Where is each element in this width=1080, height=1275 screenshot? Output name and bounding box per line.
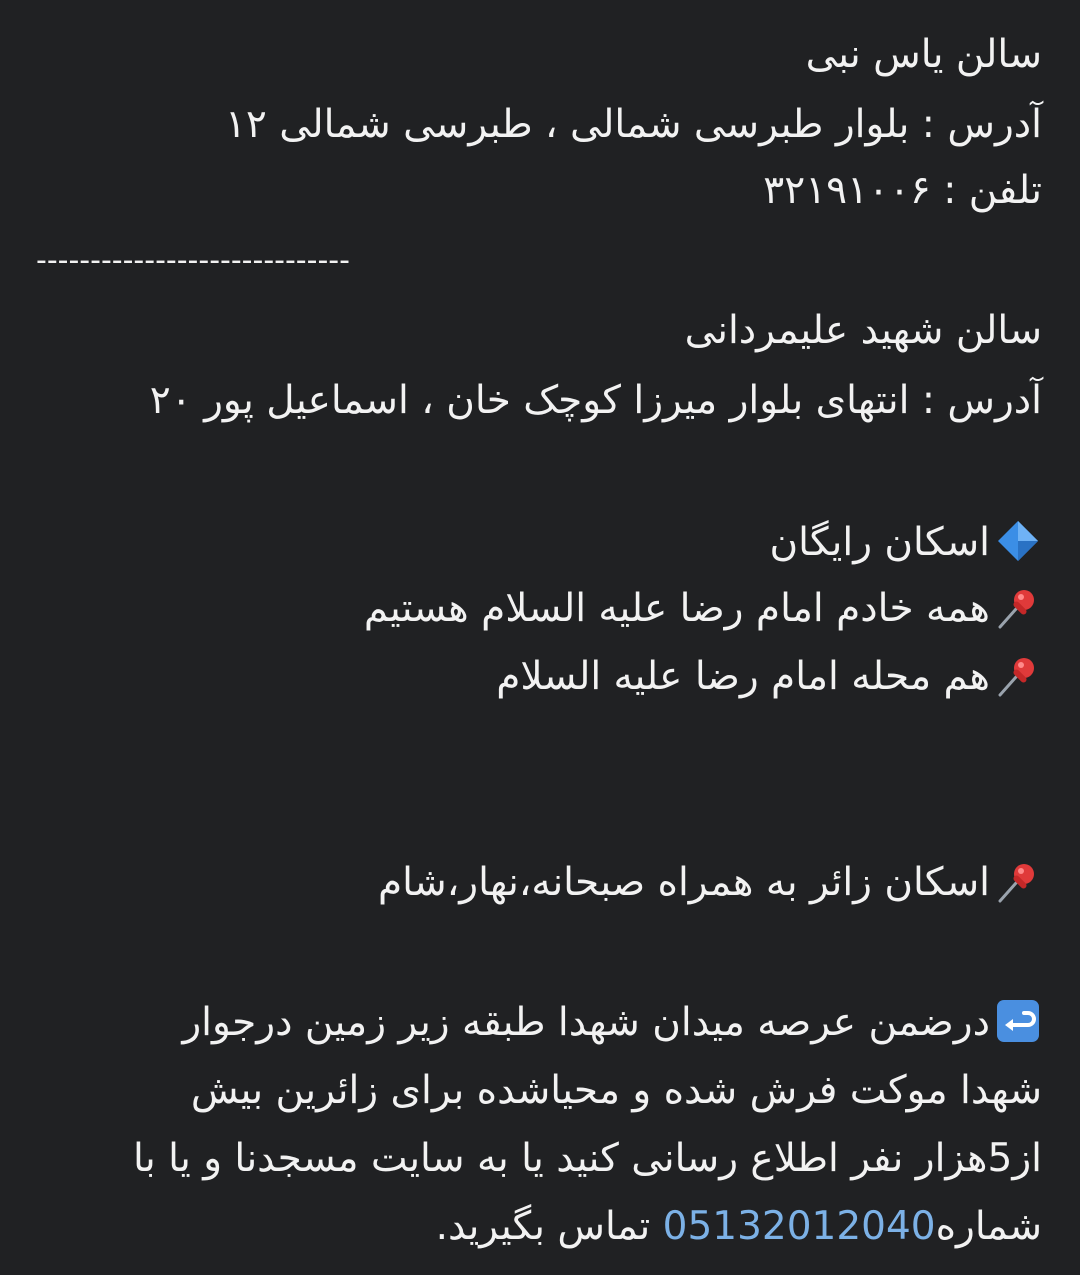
phone-number-link[interactable]: 05132012040 xyxy=(662,1204,936,1249)
pinned-line-3 xyxy=(378,850,1042,916)
note-text-prefix: شماره xyxy=(935,1204,1042,1249)
hall1-phone: تلفن : ۳۲۱۹۱۰۰۶ xyxy=(763,168,1042,213)
pushpin-icon xyxy=(994,583,1042,631)
note-line-4 xyxy=(436,1194,1042,1260)
note-line-1 xyxy=(182,990,1042,1056)
note-text-1: درضمن عرصه میدان شهدا طبقه زیر زمین درجوار xyxy=(182,1000,990,1045)
note-text-suffix: تماس بگیرید. xyxy=(435,1204,663,1249)
pinned-text-1: همه خادم امام رضا علیه السلام هستیم xyxy=(363,586,990,631)
pinned-line-2 xyxy=(496,644,1042,710)
hall2-address: آدرس : انتهای بلوار میرزا کوچک خان ، اسماعیل پور ۲۰ xyxy=(149,378,1042,423)
return-arrow-icon xyxy=(994,997,1042,1045)
pushpin-icon xyxy=(994,651,1042,699)
free-lodging-line xyxy=(769,510,1042,576)
pinned-text-3: اسکان زائر به همراه صبحانه،نهار،شام xyxy=(377,860,990,905)
note-line-3: از5هزار نفر اطلاع رسانی کنید یا به سایت مسجدنا و یا با xyxy=(132,1136,1042,1181)
separator-line: ----------------------------- xyxy=(36,243,350,278)
free-lodging-text: اسکان رایگان xyxy=(769,520,990,565)
blue-diamond-icon xyxy=(994,517,1042,565)
pinned-text-2: هم محله امام رضا علیه السلام xyxy=(496,654,990,699)
note-line-2: شهدا موکت فرش شده و محیاشده برای زائرین بیش xyxy=(190,1068,1042,1113)
hall2-name: سالن شهید علیمردانی xyxy=(684,308,1042,353)
pushpin-icon xyxy=(994,857,1042,905)
hall1-name: سالن یاس نبی xyxy=(805,32,1042,77)
hall1-address: آدرس : بلوار طبرسی شمالی ، طبرسی شمالی ۱۲ xyxy=(224,102,1042,147)
pinned-line-1 xyxy=(364,576,1042,642)
